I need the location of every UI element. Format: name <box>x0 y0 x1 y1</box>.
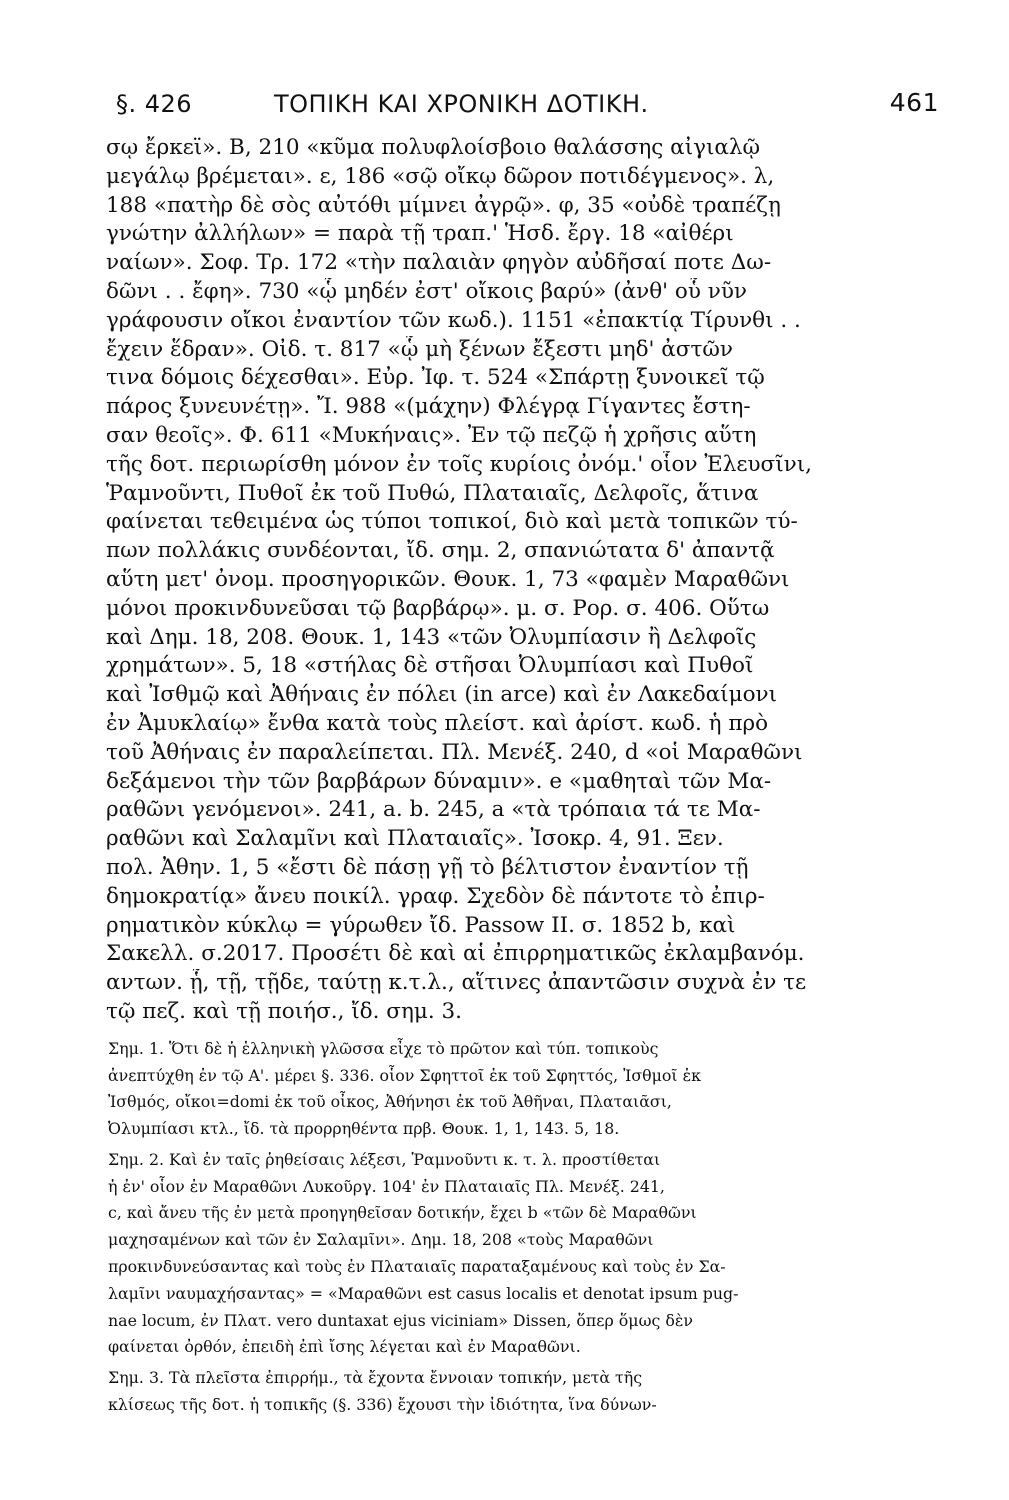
footnote-line: λαμῖνι ναυμαχήσαντας» = «Μαραθῶνι est casus localis et denotat ipsum pug- <box>108 1283 739 1303</box>
footnote-line: μαχησαμένων καὶ τῶν ἐν Σαλαμῖνι». Δημ. 18, 208 «τοὺς Μαραθῶνι <box>108 1230 654 1250</box>
text-line: πολ. Ἀθην. 1, 5 «ἔστι δὲ πάσῃ γῇ τὸ βέλτιστον ἐναντίον τῇ <box>106 854 749 880</box>
main-text <box>96 134 948 1027</box>
footnote-line: φαίνεται ὀρθόν, ἐπειδὴ ἐπὶ ἴσης λέγεται καὶ ἐν Μαραθῶνι. <box>108 1337 581 1357</box>
text-line: γνώτην ἀλλήλων» = παρὰ τῇ τραπ.' Ἡσδ. ἔργ. 18 «αἰθέρι <box>106 221 734 247</box>
text-line: αὕτη μετ' ὀνομ. προσηγορικῶν. Θουκ. 1, 73 «φαμὲν Μαραθῶνι <box>106 566 790 592</box>
text-line: πων πολλάκις συνδέονται, ἴδ. σημ. 2, σπανιώτατα δ' ἀπαντᾷ <box>106 538 775 564</box>
footnote-line: nae locum, ἐν Πλατ. vero duntaxat ejus viciniam» Dissen, ὅπερ ὅμως δὲν <box>108 1310 693 1330</box>
text-line: ἔχειν ἕδραν». Οἰδ. τ. 817 «ᾧ μὴ ξένων ἔξεστι μηδ' ἀστῶν <box>106 336 733 362</box>
running-header <box>96 78 944 128</box>
text-line: ἐν Ἀμυκλαίῳ» ἔνθα κατὰ τοὺς πλείστ. καὶ ἀρίστ. κωδ. ἡ πρὸ <box>106 710 769 736</box>
text-line: χρημάτων». 5, 18 «στήλας δὲ στῆσαι Ὀλυμπίασι καὶ Πυθοῖ <box>106 653 754 679</box>
footnote-line: Σημ. 1. Ὅτι δὲ ἡ ἑλληνικὴ γλῶσσα εἶχε τὸ πρῶτον καὶ τύπ. τοπικοὺς <box>108 1038 659 1058</box>
text-line: καὶ Ἰσθμῷ καὶ Ἀθήναις ἐν πόλει (in arce) καὶ ἐν Λακεδαίμονι <box>106 682 778 708</box>
footnote-1 <box>108 1036 948 1143</box>
text-line: γράφουσιν οἴκοι ἐναντίον τῶν κωδ.). 1151 «ἐπακτίᾳ Τίρυνθι . . <box>106 307 801 333</box>
text-line: Σακελλ. σ.2017. Προσέτι δὲ καὶ αἱ ἐπιρρηματικῶς ἐκλαμβανόμ. <box>106 941 805 967</box>
text-line: τινα δόμοις δέχεσθαι». Εὐρ. Ἰφ. τ. 524 «Σπάρτῃ ξυνοικεῖ τῷ <box>106 365 765 391</box>
text-line: μόνοι προκινδυνεῦσαι τῷ βαρβάρῳ». μ. σ. Ρορ. σ. 406. Οὕτω <box>106 595 770 621</box>
footnote-line: Σημ. 2. Καὶ ἐν ταῖς ῥηθείσαις λέξεσι, Ῥαμνοῦντι κ. τ. λ. προστίθεται <box>108 1149 661 1169</box>
footnote-2 <box>108 1147 948 1361</box>
page <box>96 78 944 1419</box>
page-number: 461 <box>889 88 939 117</box>
text-line: φαίνεται τεθειμένα ὡς τύποι τοπικοί, διὸ καὶ μετὰ τοπικῶν τύ- <box>106 509 798 535</box>
footnotes <box>96 1036 948 1419</box>
text-line: καὶ Δημ. 18, 208. Θουκ. 1, 143 «τῶν Ὀλυμπίασιν ἢ Δελφοῖς <box>106 624 757 650</box>
text-line: δῶνι . . ἔφη». 730 «ᾧ μηδέν ἐστ' οἴκοις βαρύ» (ἀνθ' οὗ νῦν <box>106 278 747 304</box>
text-line: τοῦ Ἀθήναις ἐν παραλείπεται. Πλ. Μενέξ. 240, d «οἱ Μαραθῶνι <box>106 739 803 765</box>
text-line: ραθῶνι καὶ Σαλαμῖνι καὶ Πλαταιαῖς». Ἰσοκρ. 4, 91. Ξεν. <box>106 826 724 852</box>
text-line: δεξάμενοι τὴν τῶν βαρβάρων δύναμιν». e «μαθηταὶ τῶν Μα- <box>106 768 772 794</box>
text-line: 188 «πατὴρ δὲ σὸς αὐτόθι μίμνει ἀγρῷ». φ, 35 «οὐδὲ τραπέζῃ <box>106 192 781 218</box>
footnote-3 <box>108 1365 948 1419</box>
running-title: ΤΟΠΙΚΗ ΚΑΙ ΧΡΟΝΙΚΗ ΔΟΤΙΚΗ. <box>274 90 649 118</box>
section-number: §. 426 <box>116 90 193 118</box>
footnote-line: Ἰσθμός, οἴκοι=domi ἐκ τοῦ οἶκος, Ἀθήνησι ἐκ τοῦ Ἀθῆναι, Πλαταιᾶσι, <box>108 1092 672 1112</box>
text-line: σῳ ἔρκεϊ». Β, 210 «κῦμα πολυφλοίσβοιο θαλάσσης αἰγιαλῷ <box>106 135 761 160</box>
footnote-line: c, καὶ ἄνευ τῆς ἐν μετὰ προηγηθεῖσαν δοτικήν, ἔχει b «τῶν δὲ Μαραθῶνι <box>108 1203 697 1223</box>
text-line: τῷ πεζ. καὶ τῇ ποιήσ., ἴδ. σημ. 3. <box>106 998 462 1024</box>
text-line: ρηματικὸν κύκλῳ = γύρωθεν ἴδ. Passow II. σ. 1852 b, καὶ <box>106 912 736 938</box>
text-line: αντων. ᾗ, τῇ, τῇδε, ταύτῃ κ.τ.λ., αἵτινες ἀπαντῶσιν συχνὰ ἐν τε <box>106 970 807 996</box>
text-line: Ῥαμνοῦντι, Πυθοῖ ἐκ τοῦ Πυθώ, Πλαταιαῖς, Δελφοῖς, ἅτινα <box>106 480 759 506</box>
footnote-line: ἀνεπτύχθη ἐν τῷ Α'. μέρει §. 336. οἷον Σφηττοῖ ἐκ τοῦ Σφηττός, Ἰσθμοῖ ἐκ <box>108 1065 701 1085</box>
footnote-line: κλίσεως τῆς δοτ. ἡ τοπικῆς (§. 336) ἔχουσι τὴν ἰδιότητα, ἵνα δύνων- <box>108 1395 657 1415</box>
text-line: σαν θεοῖς». Φ. 611 «Μυκήναις». Ἐν τῷ πεζῷ ἡ χρῆσις αὕτη <box>106 422 757 448</box>
footnote-line: Σημ. 3. Τὰ πλεῖστα ἐπιρρήμ., τὰ ἔχοντα ἔννοιαν τοπικήν, μετὰ τῆς <box>108 1368 643 1388</box>
text-line: μεγάλῳ βρέμεται». ε, 186 «σῷ οἴκῳ δῶρον ποτιδέγμενος». λ, <box>106 163 775 189</box>
footnote-line: ἡ ἐν' οἷον ἐν Μαραθῶνι Λυκοῦργ. 104' ἐν Πλαταιαῖς Πλ. Μενέξ. 241, <box>108 1176 665 1196</box>
text-line: δημοκρατίᾳ» ἄνευ ποικίλ. γραφ. Σχεδὸν δὲ πάντοτε τὸ ἐπιρ- <box>106 883 765 909</box>
footnote-line: προκινδυνεύσαντας καὶ τοὺς ἐν Πλαταιαῖς παραταξαμένους καὶ τοὺς ἐν Σα- <box>108 1257 726 1277</box>
text-line: ναίων». Σοφ. Τρ. 172 «τὴν παλαιὰν φηγὸν αὐδῆσαί ποτε Δω- <box>106 250 772 276</box>
text-line: τῆς δοτ. περιωρίσθη μόνον ἐν τοῖς κυρίοις ὀνόμ.' οἷον Ἐλευσῖνι, <box>106 451 812 477</box>
text-line: ραθῶνι γενόμενοι». 241, a. b. 245, a «τὰ τρόπαια τά τε Μα- <box>106 797 761 823</box>
footnote-line: Ὀλυμπίασι κτλ., ἴδ. τὰ προρρηθέντα πρβ. Θουκ. 1, 1, 143. 5, 18. <box>108 1119 620 1139</box>
text-line: πάρος ξυνευνέτῃ». Ἴ. 988 «(μάχην) Φλέγρᾳ Γίγαντες ἔστη- <box>106 394 751 420</box>
